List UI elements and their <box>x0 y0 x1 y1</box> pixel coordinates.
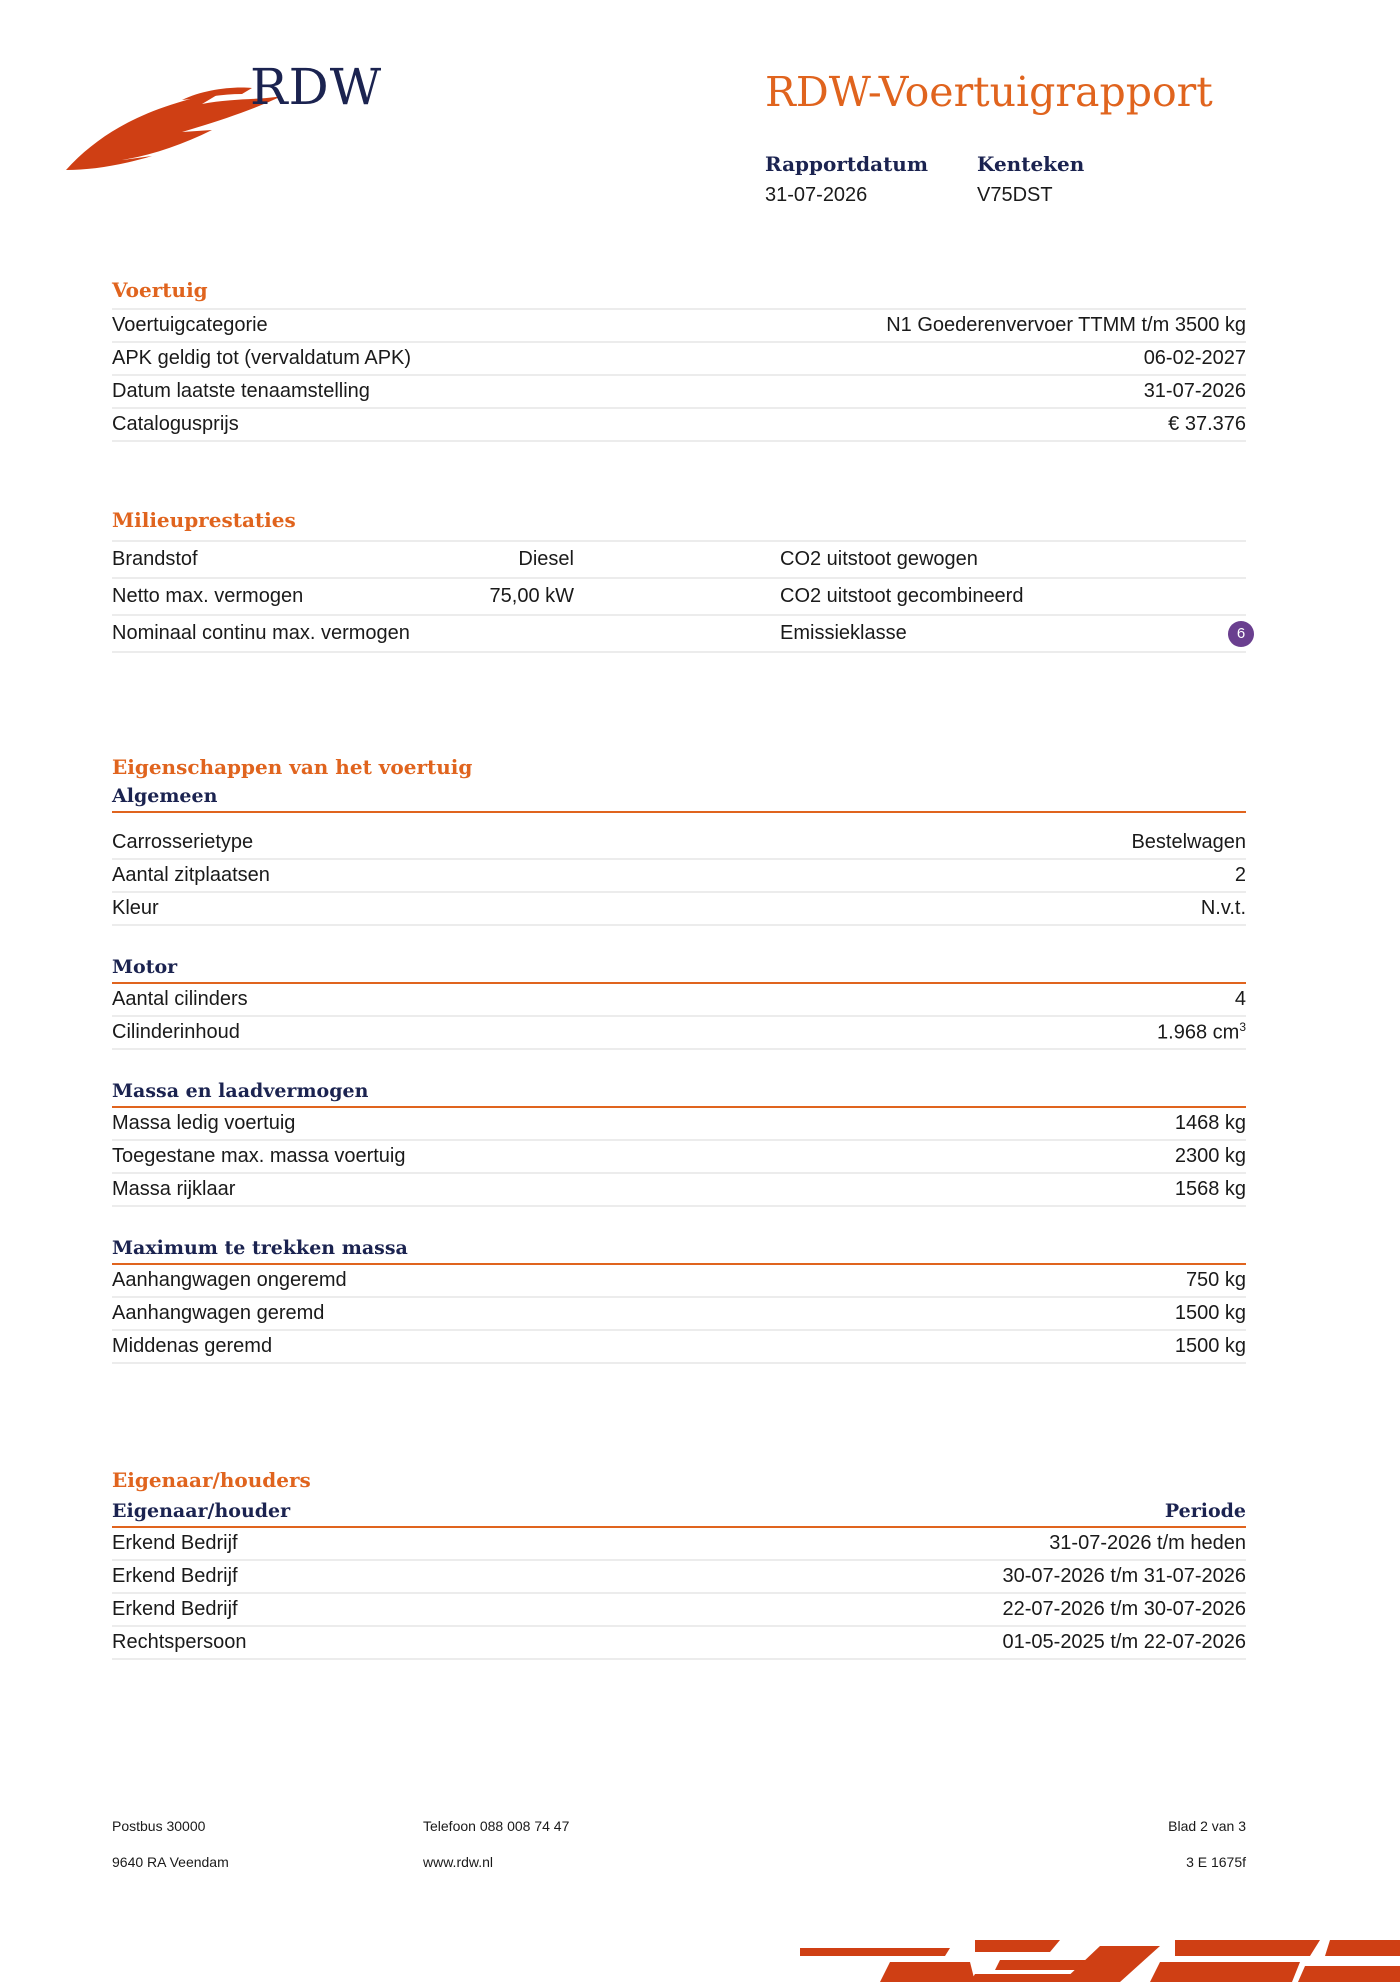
row-label: Massa rijklaar <box>112 1178 236 1200</box>
footer-phone: Telefoon 088 008 74 47 <box>423 1818 570 1834</box>
fuel-value: Diesel <box>518 548 574 570</box>
owners-section <box>112 1468 1246 1660</box>
unit-superscript: 3 <box>1239 1020 1246 1035</box>
emission-class-badge: 6 <box>1228 621 1254 647</box>
table-row <box>112 1174 1246 1207</box>
subsection-title-mass: Massa en laadvermogen <box>112 1080 1246 1108</box>
fuel-label: Brandstof <box>112 548 198 570</box>
row-value: N1 Goederenvervoer TTMM t/m 3500 kg <box>886 314 1246 336</box>
row-value: 1500 kg <box>1174 1335 1246 1357</box>
vehicle-section <box>112 278 1246 442</box>
row-value: 1568 kg <box>1174 1178 1246 1200</box>
row-label: Datum laatste tenaamstelling <box>112 380 370 402</box>
row-value: 01-05-2025 t/m 22-07-2026 <box>1002 1631 1246 1653</box>
row-label: Kleur <box>112 897 159 919</box>
table-row <box>112 1331 1246 1364</box>
row-label: APK geldig tot (vervaldatum APK) <box>112 347 412 369</box>
owners-table-header <box>112 1496 1246 1528</box>
report-date-block <box>765 152 928 207</box>
row-value: 4 <box>1234 988 1246 1010</box>
table-row <box>112 343 1246 376</box>
footer-page-number: Blad 2 van 3 <box>1168 1818 1246 1834</box>
power-label: Netto max. vermogen <box>112 585 304 607</box>
page-title: RDW-Voertuigrapport <box>765 68 1213 116</box>
section-title-environment: Milieuprestaties <box>112 508 296 532</box>
table-row <box>112 540 1246 579</box>
table-row <box>112 409 1246 442</box>
table-row <box>112 1108 1246 1141</box>
table-row <box>112 308 1246 343</box>
row-value: 2300 kg <box>1174 1145 1246 1167</box>
footer-website: www.rdw.nl <box>423 1854 494 1870</box>
row-value: Bestelwagen <box>1131 831 1246 853</box>
table-row <box>112 1561 1246 1594</box>
subsection-title-general: Algemeen <box>112 785 1246 813</box>
section-title-properties: Eigenschappen van het voertuig <box>112 755 473 779</box>
section-title-owners: Eigenaar/houders <box>112 1468 311 1492</box>
table-row <box>112 579 1246 616</box>
row-value: 30-07-2026 t/m 31-07-2026 <box>1002 1565 1246 1587</box>
table-row <box>112 1594 1246 1627</box>
row-label: Rechtspersoon <box>112 1631 247 1653</box>
row-value: 1500 kg <box>1174 1302 1246 1324</box>
table-row <box>112 1017 1246 1050</box>
properties-section <box>112 755 1246 1364</box>
row-label: Erkend Bedrijf <box>112 1532 238 1554</box>
table-row <box>112 376 1246 409</box>
row-label: Middenas geremd <box>112 1335 273 1357</box>
logo-text: RDW <box>250 58 383 116</box>
row-label: Aantal zitplaatsen <box>112 864 270 886</box>
plate-label: Kenteken <box>977 152 1085 176</box>
table-row <box>112 860 1246 893</box>
row-label: Voertuigcategorie <box>112 314 268 336</box>
row-value: 1468 kg <box>1174 1112 1246 1134</box>
row-label: Catalogusprijs <box>112 413 239 435</box>
plate-block <box>977 152 1084 207</box>
row-label: Erkend Bedrijf <box>112 1598 238 1620</box>
co2-combined-label: CO2 uitstoot gecombineerd <box>780 585 1024 607</box>
row-value: 750 kg <box>1185 1269 1246 1291</box>
row-label: Aantal cilinders <box>112 988 248 1010</box>
column-header-period: Periode <box>1164 1500 1246 1522</box>
subsection-title-towing: Maximum te trekken massa <box>112 1237 1246 1265</box>
row-label: Carrosserietype <box>112 831 254 853</box>
table-row <box>112 1265 1246 1298</box>
emission-class-label: Emissieklasse <box>780 622 907 644</box>
co2-weighted-label: CO2 uitstoot gewogen <box>780 548 978 570</box>
row-label: Massa ledig voertuig <box>112 1112 296 1134</box>
environment-section <box>112 508 1246 653</box>
footer-postbus: Postbus 30000 <box>112 1818 206 1834</box>
footer-city: 9640 RA Veendam <box>112 1854 229 1870</box>
row-value: 31-07-2026 <box>1143 380 1246 402</box>
table-row <box>112 827 1246 860</box>
table-row <box>112 616 1246 653</box>
column-header-owner: Eigenaar/houder <box>112 1500 291 1522</box>
row-label: Aanhangwagen geremd <box>112 1302 325 1324</box>
rdw-stripes-graphic <box>800 1922 1400 1982</box>
row-value: 31-07-2026 t/m heden <box>1049 1532 1246 1554</box>
cylinder-capacity-value: 1.968 cm <box>1157 1021 1240 1044</box>
row-value: 06-02-2027 <box>1143 347 1246 369</box>
table-row <box>112 893 1246 926</box>
power-value: 75,00 kW <box>489 585 574 607</box>
table-row <box>112 1141 1246 1174</box>
row-label: Aanhangwagen ongeremd <box>112 1269 347 1291</box>
row-label: Toegestane max. massa voertuig <box>112 1145 406 1167</box>
row-value: N.v.t. <box>1200 897 1246 919</box>
row-value: € 37.376 <box>1168 413 1246 435</box>
table-row <box>112 1528 1246 1561</box>
report-date-label: Rapportdatum <box>765 152 929 176</box>
row-value: 22-07-2026 t/m 30-07-2026 <box>1002 1598 1246 1620</box>
row-value: 2 <box>1234 864 1246 886</box>
row-value <box>1157 1020 1246 1045</box>
subsection-title-engine: Motor <box>112 956 1246 984</box>
table-row <box>112 984 1246 1017</box>
table-row <box>112 1627 1246 1660</box>
table-row <box>112 1298 1246 1331</box>
row-label: Erkend Bedrijf <box>112 1565 238 1587</box>
nominal-power-label: Nominaal continu max. vermogen <box>112 622 410 644</box>
footer-code: 3 E 1675f <box>1186 1854 1246 1870</box>
section-title-vehicle: Voertuig <box>112 278 208 302</box>
plate-value: V75DST <box>977 184 1053 206</box>
report-date-value: 31-07-2026 <box>765 184 868 206</box>
row-label: Cilinderinhoud <box>112 1021 240 1043</box>
